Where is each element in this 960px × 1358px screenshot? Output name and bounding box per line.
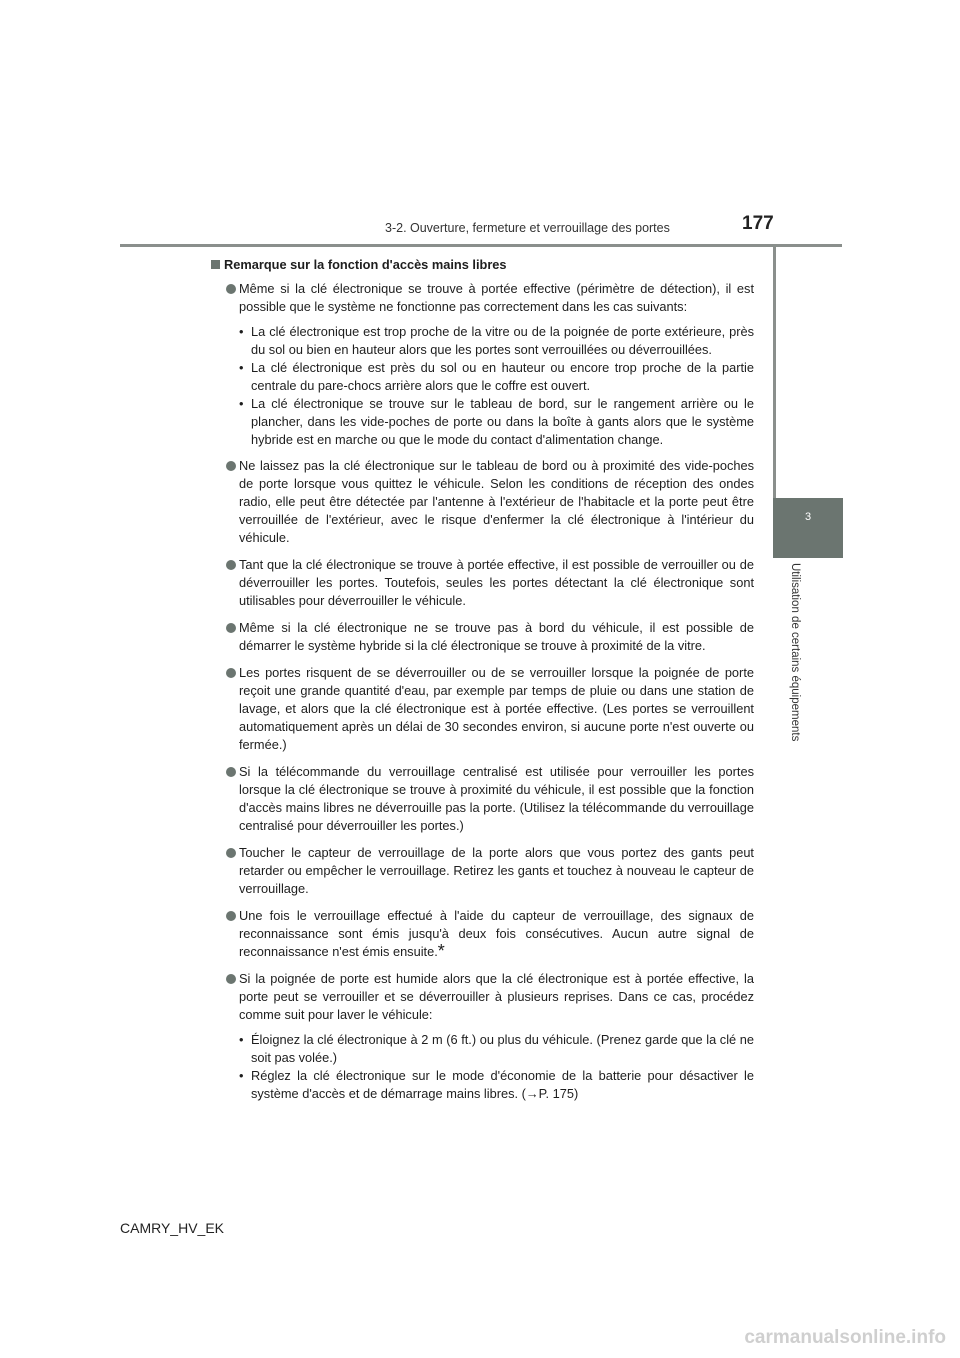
- note-paragraph: [211, 970, 754, 1024]
- note-paragraph: [211, 280, 754, 316]
- sub-list: [211, 323, 754, 449]
- note-text: Une fois le verrouillage effectué à l'aide du capteur de verrouillage, des signaux de reconnaissance sont émis jusqu'à deux fois consécutives. Aucun autre signal de reconnaissance n'est émis ensuite.: [239, 908, 754, 959]
- sub-list-item: [239, 359, 754, 395]
- note-paragraph: [211, 763, 754, 835]
- sub-item-text: La clé électronique est près du sol ou en hauteur ou encore trop proche de la partie centrale du pare-chocs arrière alors que le coffre est ouvert.: [251, 360, 754, 393]
- footer-model-code: CAMRY_HV_EK: [120, 1220, 225, 1236]
- note-text: Si la poignée de porte est humide alors que la clé électronique est à portée effective, la porte peut se verrouiller et se déverrouiller à plusieurs reprises. Dans ce cas, procédez comme suit pour laver le véhicule:: [239, 971, 754, 1022]
- note-text: Toucher le capteur de verrouillage de la porte alors que vous portez des gants peut retarder ou empêcher le verrouillage. Retirez les gants et touchez à nouveau le capteur de verrouillage.: [239, 845, 754, 896]
- header-section-title: 3-2. Ouverture, fermeture et verrouillage des portes: [385, 221, 670, 235]
- circle-bullet-icon: [226, 911, 236, 921]
- note-text: Les portes risquent de se déverrouiller ou de se verrouiller lorsque la poignée de porte reçoit une grande quantité d'eau, par exemple par temps de pluie ou dans une station de lavage, et alors que la clé électronique est à portée effective. (Les portes se verrouillent automatiquement après un délai de 30 secondes environ, si aucune porte n'est ouverte ou fermée.): [239, 665, 754, 752]
- dot-bullet-icon: •: [239, 1068, 244, 1083]
- note-paragraph: [211, 664, 754, 754]
- sub-item-text: Réglez la clé électronique sur le mode d'économie de la batterie pour désactiver le système d'accès et de démarrage mains libres. (→P. 175): [251, 1068, 754, 1101]
- circle-bullet-icon: [226, 461, 236, 471]
- circle-bullet-icon: [226, 767, 236, 777]
- note-text: Si la télécommande du verrouillage centralisé est utilisée pour verrouiller les portes lorsque la clé électronique se trouve à proximité du véhicule, il est possible que la fonction d'accès mains libres ne déverrouille pas la porte. (Utilisez la télécommande du verrouillage centralisé pour déverrouiller les portes.): [239, 764, 754, 833]
- watermark: carmanualsonline.info: [744, 1327, 946, 1348]
- note-paragraph: [211, 457, 754, 547]
- sub-item-text: Éloignez la clé électronique à 2 m (6 ft.) ou plus du véhicule. (Prenez garde que la clé ne soit pas volée.): [251, 1032, 754, 1065]
- chapter-title: Utilisation de certains équipements: [789, 563, 801, 742]
- sub-list-item: [239, 1031, 754, 1067]
- sub-list-item: [239, 1067, 754, 1103]
- note-paragraph: [211, 844, 754, 898]
- sub-item-text: La clé électronique est trop proche de la vitre ou de la poignée de porte extérieure, près du sol ou bien en hauteur alors que les portes sont verrouillées ou déverrouillées.: [251, 324, 754, 357]
- dot-bullet-icon: •: [239, 360, 244, 375]
- note-text: Même si la clé électronique se trouve à portée effective (périmètre de détection), il est possible que le système ne fonctionne pas correctement dans les cas suivants:: [239, 281, 754, 314]
- circle-bullet-icon: [226, 560, 236, 570]
- chapter-tab: [773, 498, 843, 558]
- sub-list-item: [239, 323, 754, 359]
- sub-item-text: La clé électronique se trouve sur le tableau de bord, sur le rangement arrière ou le plancher, dans les vide-poches de porte ou dans la boîte à gants alors que le système hybride est en marche ou que le mode du contact d'alimentation change.: [251, 396, 754, 447]
- side-rule: [773, 244, 776, 498]
- circle-bullet-icon: [226, 623, 236, 633]
- main-content: [211, 256, 754, 1111]
- dot-bullet-icon: •: [239, 1032, 244, 1047]
- dot-bullet-icon: •: [239, 396, 244, 411]
- note-text: Ne laissez pas la clé électronique sur le tableau de bord ou à proximité des vide-poches de porte lorsque vous quittez le véhicule. Selon les conditions de réception des ondes radio, elle peut être détectée par l'antenne à l'extérieur de l'habitacle et la porte peut être verrouillée de l'extérieur, avec le risque d'enfermer la clé électronique à l'intérieur du véhicule.: [239, 458, 754, 545]
- circle-bullet-icon: [226, 848, 236, 858]
- note-text: Même si la clé électronique ne se trouve pas à bord du véhicule, il est possible de démarrer le système hybride si la clé électronique se trouve à proximité de la vitre.: [239, 620, 754, 653]
- circle-bullet-icon: [226, 974, 236, 984]
- sub-list-item: [239, 395, 754, 449]
- sub-list: [211, 1031, 754, 1103]
- header-rule: [120, 244, 842, 247]
- chapter-number: 3: [804, 511, 812, 523]
- circle-bullet-icon: [226, 668, 236, 678]
- note-paragraph: [211, 619, 754, 655]
- note-paragraph: [211, 907, 754, 961]
- note-paragraph: [211, 556, 754, 610]
- circle-bullet-icon: [226, 284, 236, 294]
- note-text: Tant que la clé électronique se trouve à portée effective, il est possible de verrouiller ou de déverrouiller les portes. Toutefois, seules les portes détectant la clé électronique sont utilisables pour déverrouiller le véhicule.: [239, 557, 754, 608]
- dot-bullet-icon: •: [239, 324, 244, 339]
- section-heading: [211, 256, 754, 274]
- section-heading-text: Remarque sur la fonction d'accès mains libres: [224, 257, 507, 272]
- square-bullet-icon: [211, 260, 220, 269]
- footnote-asterisk: *: [437, 941, 445, 961]
- page-number: 177: [742, 213, 774, 234]
